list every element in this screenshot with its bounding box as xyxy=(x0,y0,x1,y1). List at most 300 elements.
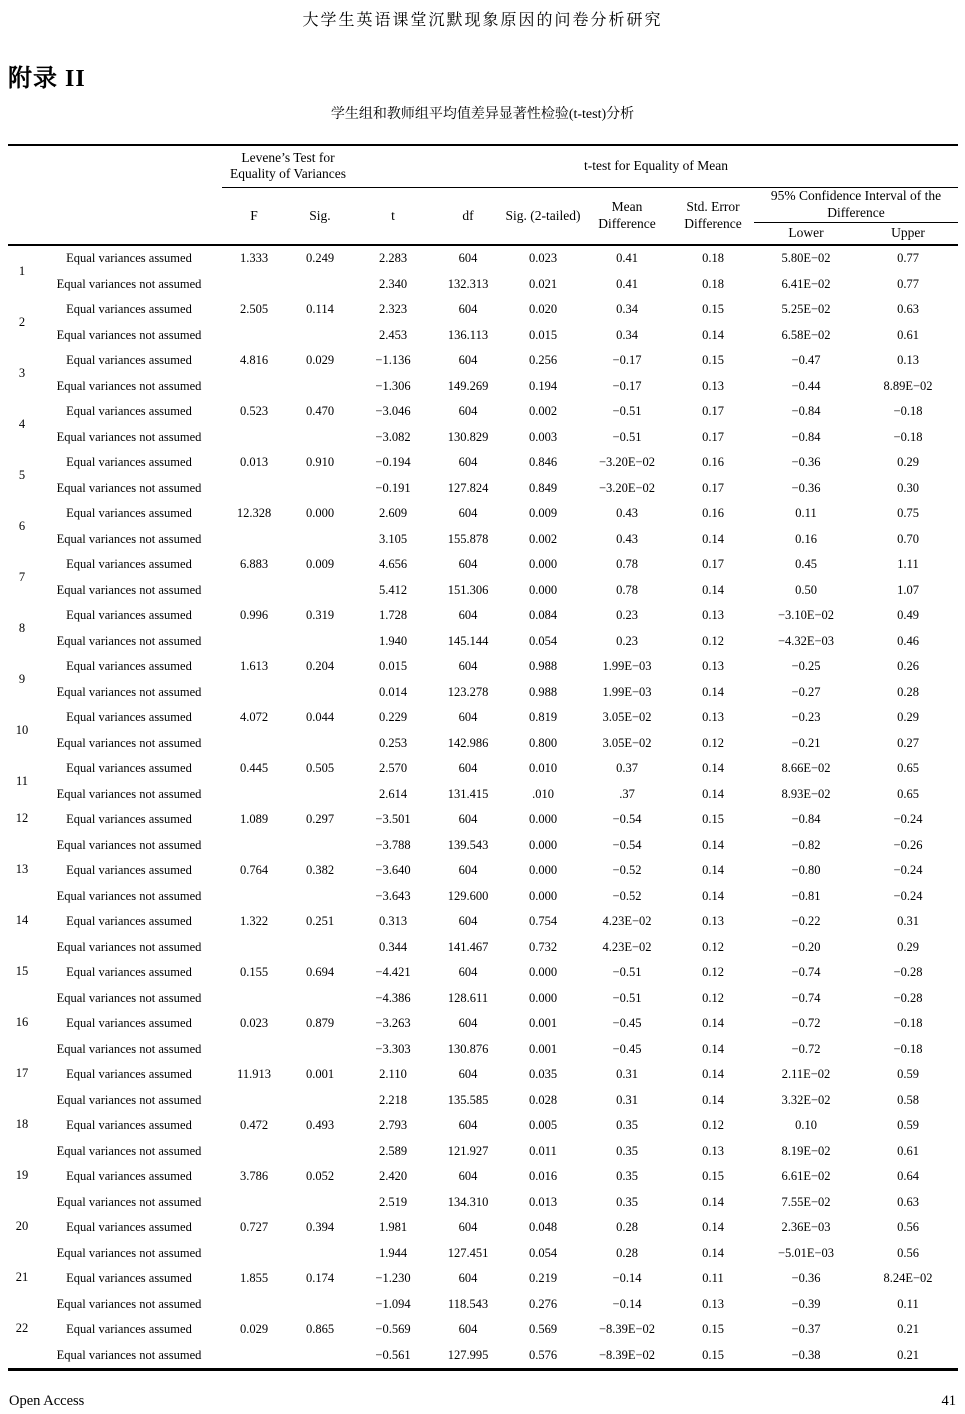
value-cell: 0.28 xyxy=(897,684,919,699)
value-cell: 0.011 xyxy=(529,1143,557,1158)
value-cell: 0.77 xyxy=(897,276,919,291)
value-cell: 135.585 xyxy=(447,1092,489,1107)
value-cell: −0.52 xyxy=(612,863,642,878)
value-cell: 0.15 xyxy=(702,1322,724,1337)
value-cell: 604 xyxy=(458,659,478,674)
value-cell: −3.10E−02 xyxy=(777,608,835,623)
open-access-label: Open Access xyxy=(9,1393,85,1409)
value-cell: 0.020 xyxy=(528,302,558,317)
value-cell: 1.981 xyxy=(378,1220,408,1235)
value-cell: 0.13 xyxy=(702,914,724,929)
table-row xyxy=(8,1241,958,1267)
value-cell: −0.18 xyxy=(893,429,923,444)
value-cell: 2.11E−02 xyxy=(781,1067,831,1082)
value-cell: −4.421 xyxy=(375,965,411,980)
value-cell: 0.253 xyxy=(378,735,408,750)
value-cell: 2.36E−03 xyxy=(781,1220,831,1235)
value-cell: −0.51 xyxy=(612,965,642,980)
value-cell: 0.15 xyxy=(702,302,724,317)
value-cell: 0.382 xyxy=(305,863,335,878)
item-number: 19 xyxy=(15,1168,29,1182)
col-header-lower: Lower xyxy=(788,225,824,241)
value-cell: 0.014 xyxy=(378,684,408,699)
value-cell: −0.191 xyxy=(375,480,411,495)
value-cell: 8.89E−02 xyxy=(883,378,933,393)
value-cell: 0.14 xyxy=(702,531,724,546)
value-cell: 0.009 xyxy=(528,506,558,521)
value-cell: 1.322 xyxy=(239,914,269,929)
value-cell: 12.328 xyxy=(236,506,272,521)
row-label-not-assumed: Equal variances not assumed xyxy=(56,837,202,852)
value-cell: 5.412 xyxy=(378,582,408,597)
value-cell: 0.472 xyxy=(239,1118,269,1133)
value-cell: 0.17 xyxy=(702,557,724,572)
value-cell: −3.788 xyxy=(375,837,411,852)
value-cell: −0.194 xyxy=(375,455,411,470)
value-cell: 0.78 xyxy=(616,557,638,572)
value-cell: 129.600 xyxy=(447,888,489,903)
value-cell: 1.613 xyxy=(239,659,269,674)
item-number: 15 xyxy=(15,964,29,978)
value-cell: 0.41 xyxy=(616,276,638,291)
row-label-not-assumed: Equal variances not assumed xyxy=(56,276,202,291)
value-cell xyxy=(222,1241,286,1267)
col-header-t: t xyxy=(391,207,395,223)
value-cell xyxy=(286,323,354,349)
value-cell: −0.54 xyxy=(612,812,642,827)
row-label-assumed: Equal variances assumed xyxy=(66,812,192,827)
value-cell: 0.27 xyxy=(897,735,919,750)
value-cell: 0.000 xyxy=(528,990,558,1005)
value-cell xyxy=(222,833,286,859)
value-cell xyxy=(286,833,354,859)
value-cell: 0.000 xyxy=(528,888,558,903)
value-cell: 2.609 xyxy=(378,506,408,521)
value-cell: 604 xyxy=(458,1067,478,1082)
value-cell: −0.84 xyxy=(791,404,821,419)
value-cell: 0.505 xyxy=(305,761,335,776)
value-cell xyxy=(286,374,354,400)
row-label-assumed: Equal variances assumed xyxy=(66,404,192,419)
value-cell: 0.35 xyxy=(616,1118,638,1133)
value-cell: 4.23E−02 xyxy=(602,939,652,954)
value-cell: 0.005 xyxy=(528,1118,558,1133)
value-cell: 2.323 xyxy=(378,302,408,317)
value-cell: 132.313 xyxy=(447,276,489,291)
value-cell: 0.34 xyxy=(616,327,638,342)
table-caption: 学生组和教师组平均值差异显著性检验(t-test)分析 xyxy=(330,107,635,122)
value-cell: 1.333 xyxy=(222,245,286,272)
value-cell xyxy=(286,1343,354,1370)
value-cell: 0.249 xyxy=(286,245,354,272)
value-cell: 604 xyxy=(458,302,478,317)
row-label-assumed: Equal variances assumed xyxy=(66,1016,192,1031)
value-cell: 0.59 xyxy=(897,1067,919,1082)
value-cell: 1.855 xyxy=(239,1271,269,1286)
value-cell xyxy=(222,476,286,502)
col-header-upper: Upper xyxy=(891,225,925,241)
value-cell: 3.05E−02 xyxy=(602,735,652,750)
table-row xyxy=(8,1343,958,1370)
stub-header xyxy=(8,145,222,245)
value-cell xyxy=(222,884,286,910)
value-cell: −0.54 xyxy=(612,837,642,852)
row-label-assumed: Equal variances assumed xyxy=(66,1220,192,1235)
value-cell xyxy=(222,629,286,655)
value-cell: 155.878 xyxy=(447,531,489,546)
value-cell: −0.74 xyxy=(791,965,821,980)
row-label-not-assumed: Equal variances not assumed xyxy=(56,735,202,750)
value-cell: 0.846 xyxy=(528,455,558,470)
table-row xyxy=(8,476,958,502)
item-number: 2 xyxy=(18,315,26,329)
col-header-sig: Sig. xyxy=(309,207,331,223)
value-cell: 0.523 xyxy=(239,404,269,419)
value-cell: 0.56 xyxy=(897,1245,919,1260)
table-row xyxy=(8,374,958,400)
value-cell: −0.561 xyxy=(375,1347,411,1362)
value-cell: 0.46 xyxy=(897,633,919,648)
value-cell: 0.35 xyxy=(616,1169,638,1184)
value-cell: 0.023 xyxy=(239,1016,269,1031)
row-label-not-assumed: Equal variances not assumed xyxy=(56,786,202,801)
value-cell: 0.50 xyxy=(795,582,817,597)
value-cell: 8.66E−02 xyxy=(781,761,831,776)
row-label-assumed: Equal variances assumed xyxy=(66,659,192,674)
value-cell: 604 xyxy=(458,404,478,419)
value-cell xyxy=(222,272,286,298)
value-cell xyxy=(222,1292,286,1318)
value-cell: 127.451 xyxy=(447,1245,489,1260)
value-cell: 0.11 xyxy=(897,1296,919,1311)
value-cell: −0.21 xyxy=(791,735,821,750)
item-number: 11 xyxy=(15,774,29,788)
value-cell: 0.31 xyxy=(897,914,919,929)
row-label-assumed: Equal variances assumed xyxy=(66,608,192,623)
value-cell: 6.58E−02 xyxy=(781,327,831,342)
value-cell: 0.276 xyxy=(528,1296,558,1311)
table-row xyxy=(8,731,958,757)
value-cell: 0.003 xyxy=(528,429,558,444)
value-cell: 2.453 xyxy=(378,327,408,342)
value-cell: 0.13 xyxy=(702,608,724,623)
value-cell: 0.569 xyxy=(528,1322,558,1337)
table-row xyxy=(8,960,958,986)
value-cell: 131.415 xyxy=(447,786,489,801)
row-label-assumed: Equal variances assumed xyxy=(66,863,192,878)
value-cell xyxy=(222,323,286,349)
value-cell: 0.13 xyxy=(702,1143,724,1158)
appendix-heading: 附录 II xyxy=(8,66,86,92)
row-label-not-assumed: Equal variances not assumed xyxy=(56,327,202,342)
row-label-not-assumed: Equal variances not assumed xyxy=(56,429,202,444)
value-cell: 0.000 xyxy=(528,965,558,980)
value-cell: −0.72 xyxy=(791,1041,821,1056)
value-cell: 1.728 xyxy=(378,608,408,623)
value-cell: 0.15 xyxy=(702,1169,724,1184)
value-cell: 0.694 xyxy=(305,965,335,980)
value-cell xyxy=(222,1037,286,1063)
table-row xyxy=(8,1113,958,1139)
value-cell: 0.56 xyxy=(897,1220,919,1235)
item-number: 1 xyxy=(8,245,36,297)
value-cell: 604 xyxy=(458,863,478,878)
running-title: 大学生英语课堂沉默现象原因的问卷分析研究 xyxy=(302,12,663,29)
value-cell: −4.386 xyxy=(375,990,411,1005)
value-cell: 0.43 xyxy=(616,531,638,546)
value-cell: 604 xyxy=(458,506,478,521)
table-row xyxy=(8,705,958,731)
value-cell: 0.819 xyxy=(528,710,558,725)
row-label-assumed: Equal variances assumed xyxy=(66,1322,192,1337)
row-label-assumed: Equal variances assumed xyxy=(66,761,192,776)
row-label-assumed: Equal variances assumed xyxy=(66,914,192,929)
item-number: 10 xyxy=(15,723,29,737)
value-cell: 0.13 xyxy=(702,378,724,393)
row-label-assumed: Equal variances assumed xyxy=(66,965,192,980)
value-cell: 0.14 xyxy=(702,888,724,903)
value-cell: 0.12 xyxy=(702,1118,724,1133)
table-row xyxy=(8,1088,958,1114)
value-cell: −3.303 xyxy=(375,1041,411,1056)
item-number: 9 xyxy=(18,672,26,686)
value-cell: 0.001 xyxy=(528,1016,558,1031)
value-cell: 0.13 xyxy=(897,353,919,368)
value-cell: 0.14 xyxy=(702,1067,724,1082)
value-cell xyxy=(286,476,354,502)
row-label-assumed: Equal variances assumed xyxy=(66,506,192,521)
value-cell: 0.23 xyxy=(616,608,638,623)
table-row xyxy=(8,348,958,374)
table-row xyxy=(8,909,958,935)
col-header-df: df xyxy=(462,207,474,223)
value-cell: 604 xyxy=(458,1169,478,1184)
value-cell: 4.656 xyxy=(378,557,408,572)
row-label-assumed: Equal variances assumed xyxy=(66,1067,192,1082)
value-cell: 0.14 xyxy=(702,761,724,776)
value-cell: −0.22 xyxy=(791,914,821,929)
value-cell: 0.63 xyxy=(897,1194,919,1209)
value-cell: 0.002 xyxy=(528,531,558,546)
value-cell: 604 xyxy=(458,1271,478,1286)
value-cell: −0.36 xyxy=(791,455,821,470)
value-cell: 0.194 xyxy=(528,378,558,393)
value-cell: 0.16 xyxy=(795,531,817,546)
value-cell: 0.000 xyxy=(528,837,558,852)
value-cell: 0.28 xyxy=(616,1220,638,1235)
value-cell: 0.14 xyxy=(702,1194,724,1209)
value-cell: 0.15 xyxy=(702,353,724,368)
value-cell: 0.021 xyxy=(528,276,558,291)
value-cell: 127.824 xyxy=(447,480,489,495)
value-cell: 0.879 xyxy=(305,1016,335,1031)
value-cell: 5.80E−02 xyxy=(754,245,858,272)
row-label-not-assumed: Equal variances not assumed xyxy=(56,939,202,954)
value-cell: 130.876 xyxy=(447,1041,489,1056)
value-cell: −3.20E−02 xyxy=(598,480,656,495)
value-cell: 0.14 xyxy=(702,1245,724,1260)
value-cell: 0.048 xyxy=(528,1220,558,1235)
value-cell: 2.420 xyxy=(378,1169,408,1184)
value-cell: 0.14 xyxy=(702,684,724,699)
value-cell: 3.105 xyxy=(378,531,408,546)
row-label-not-assumed: Equal variances not assumed xyxy=(56,633,202,648)
value-cell: 604 xyxy=(458,1220,478,1235)
table-row xyxy=(8,323,958,349)
ttest-group-header: t-test for Equality of Mean xyxy=(354,145,958,187)
value-cell: 1.940 xyxy=(378,633,408,648)
value-cell: −8.39E−02 xyxy=(598,1322,656,1337)
table-row xyxy=(8,654,958,680)
table-row xyxy=(8,297,958,323)
value-cell: 0.256 xyxy=(528,353,558,368)
table-row xyxy=(8,1292,958,1318)
value-cell: 141.467 xyxy=(447,939,489,954)
item-number: 14 xyxy=(15,913,29,927)
value-cell: 134.310 xyxy=(447,1194,489,1209)
value-cell: 0.016 xyxy=(528,1169,558,1184)
item-number: 13 xyxy=(15,862,29,876)
value-cell: 3.05E−02 xyxy=(602,710,652,725)
value-cell xyxy=(222,1343,286,1370)
value-cell: 0.13 xyxy=(702,1296,724,1311)
value-cell: −0.36 xyxy=(791,480,821,495)
table-row xyxy=(8,629,958,655)
row-label-not-assumed: Equal variances not assumed xyxy=(56,1143,202,1158)
value-cell: 11.913 xyxy=(237,1067,271,1082)
value-cell: 127.995 xyxy=(447,1347,489,1362)
value-cell: −0.47 xyxy=(791,353,821,368)
value-cell: 3.786 xyxy=(239,1169,269,1184)
value-cell: 0.155 xyxy=(239,965,269,980)
table-row xyxy=(8,756,958,782)
value-cell xyxy=(222,1190,286,1216)
value-cell: 123.278 xyxy=(447,684,489,699)
value-cell: 0.12 xyxy=(702,633,724,648)
row-label-not-assumed: Equal variances not assumed xyxy=(56,1347,202,1362)
item-number: 18 xyxy=(15,1117,29,1131)
value-cell: −0.26 xyxy=(893,837,923,852)
col-header-F: F xyxy=(250,207,258,223)
value-cell: 6.41E−02 xyxy=(781,276,831,291)
value-cell: 0.12 xyxy=(702,990,724,1005)
row-label-assumed: Equal variances assumed xyxy=(66,1271,192,1286)
value-cell: 0.14 xyxy=(702,837,724,852)
table-row xyxy=(8,1266,958,1292)
table-row xyxy=(8,399,958,425)
value-cell: 0.11 xyxy=(795,506,817,521)
value-cell: −0.81 xyxy=(791,888,821,903)
value-cell: −1.136 xyxy=(375,353,411,368)
value-cell: 0.988 xyxy=(528,684,558,699)
levene-group-header: Levene’s Test for Equality of Variances xyxy=(222,145,354,187)
value-cell: 128.611 xyxy=(447,990,489,1005)
value-cell: 0.028 xyxy=(528,1092,558,1107)
value-cell: 604 xyxy=(458,608,478,623)
value-cell: 604 xyxy=(458,761,478,776)
value-cell: 0.58 xyxy=(897,1092,919,1107)
value-cell: 6.883 xyxy=(239,557,269,572)
value-cell: 0.26 xyxy=(897,659,919,674)
value-cell: 1.089 xyxy=(239,812,269,827)
value-cell: 0.34 xyxy=(616,302,638,317)
value-cell: −0.18 xyxy=(893,404,923,419)
value-cell: 0.30 xyxy=(897,480,919,495)
value-cell xyxy=(222,782,286,808)
value-cell: 0.14 xyxy=(702,1016,724,1031)
value-cell: −0.24 xyxy=(893,863,923,878)
table-row xyxy=(8,425,958,451)
value-cell: 0.493 xyxy=(305,1118,335,1133)
value-cell: 0.229 xyxy=(378,710,408,725)
item-number: 5 xyxy=(18,468,26,482)
value-cell: 0.29 xyxy=(897,455,919,470)
value-cell: 0.764 xyxy=(239,863,269,878)
value-cell: 145.144 xyxy=(447,633,489,648)
value-cell: 0.14 xyxy=(702,786,724,801)
value-cell: 0.001 xyxy=(305,1067,335,1082)
value-cell: 0.17 xyxy=(702,429,724,444)
value-cell xyxy=(222,1139,286,1165)
value-cell: 0.204 xyxy=(305,659,335,674)
value-cell: 0.14 xyxy=(702,1220,724,1235)
value-cell: −3.20E−02 xyxy=(598,455,656,470)
value-cell: 1.99E−03 xyxy=(602,684,652,699)
table-row xyxy=(8,245,958,272)
value-cell: −3.082 xyxy=(375,429,411,444)
value-cell: −0.51 xyxy=(612,404,642,419)
value-cell: 0.996 xyxy=(239,608,269,623)
value-cell: −0.51 xyxy=(612,990,642,1005)
row-label-assumed: Equal variances assumed xyxy=(66,353,192,368)
value-cell: −0.36 xyxy=(791,1271,821,1286)
table-row xyxy=(8,884,958,910)
value-cell: −0.569 xyxy=(375,1322,411,1337)
table-row xyxy=(8,1037,958,1063)
col-header-mean-difference: Mean Difference xyxy=(598,199,656,231)
value-cell: 0.13 xyxy=(702,710,724,725)
table-row xyxy=(8,782,958,808)
value-cell: 0.015 xyxy=(528,327,558,342)
value-cell xyxy=(286,578,354,604)
value-cell: −0.18 xyxy=(893,1041,923,1056)
value-cell: 0.000 xyxy=(528,557,558,572)
value-cell: 0.18 xyxy=(672,245,754,272)
value-cell: 0.052 xyxy=(305,1169,335,1184)
value-cell xyxy=(286,731,354,757)
value-cell: 0.59 xyxy=(897,1118,919,1133)
value-cell: 2.340 xyxy=(378,276,408,291)
value-cell: 0.78 xyxy=(616,582,638,597)
value-cell xyxy=(286,1190,354,1216)
value-cell: 0.77 xyxy=(858,245,958,272)
value-cell xyxy=(286,527,354,553)
item-number: 17 xyxy=(15,1066,29,1080)
page-number: 41 xyxy=(941,1393,956,1409)
value-cell: −0.27 xyxy=(791,684,821,699)
value-cell: 604 xyxy=(458,353,478,368)
value-cell: 0.313 xyxy=(378,914,408,929)
value-cell: 0.000 xyxy=(528,863,558,878)
value-cell: 0.219 xyxy=(528,1271,558,1286)
value-cell xyxy=(286,425,354,451)
value-cell: −0.28 xyxy=(893,990,923,1005)
value-cell: −1.230 xyxy=(375,1271,411,1286)
value-cell: −1.094 xyxy=(375,1296,411,1311)
value-cell: 4.816 xyxy=(239,353,269,368)
value-cell: 0.297 xyxy=(305,812,335,827)
value-cell: 604 xyxy=(458,1118,478,1133)
